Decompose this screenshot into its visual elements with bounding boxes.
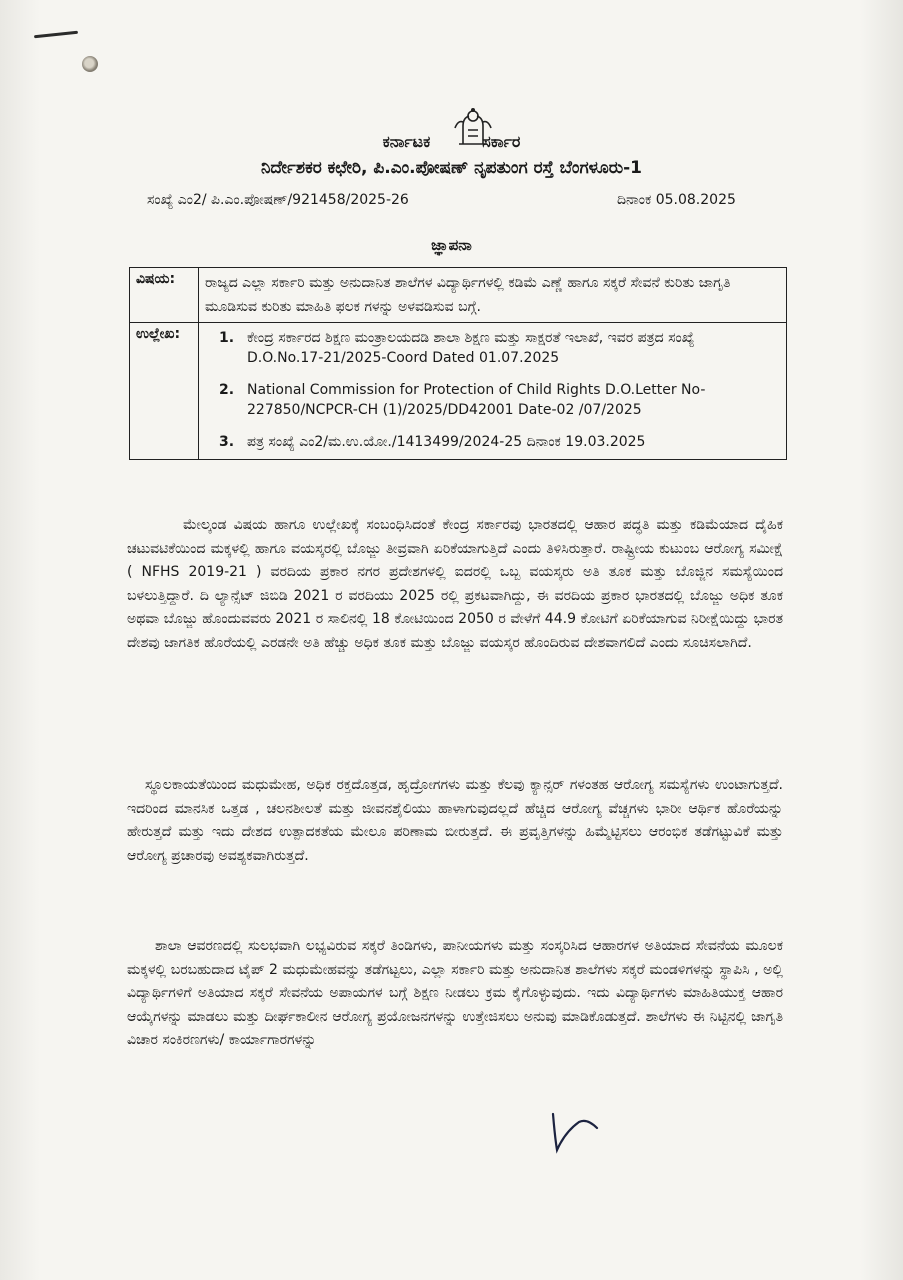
- document-date: ದಿನಾಂಕ 05.08.2025: [617, 192, 736, 208]
- government-label: ಸರ್ಕಾರ: [482, 132, 521, 151]
- reference-item: [219, 328, 780, 368]
- reference-text: National Commission for Protection of Child Rights D.O.Letter No-227850/NCPCR-CH (1)/2025/DD42001 Date-02 /07/2025: [247, 382, 706, 418]
- body-paragraph-2: ಸ್ಥೂಲಕಾಯತೆಯಿಂದ ಮಧುಮೇಹ, ಅಧಿಕ ರಕ್ತದೊತ್ತಡ, ಹೃದ್ರೋಗಗಳು ಮತ್ತು ಕೆಲವು ಕ್ಯಾನ್ಸರ್ ಗಳಂತಹ ಆರೋಗ್ಯ ಸಮಸ್ಯೆಗಳು ಉಂಟಾಗುತ್ತದೆ. ಇದರಿಂದ ಮಾನಸಿಕ ಒತ್ತಡ , ಚಲನಶೀಲತೆ ಮತ್ತು ಜೀವನಶೈಲಿಯು ಹಾಳಾಗುವುದಲ್ಲದೆ ಹೆಚ್ಚಿದ ಆರೋಗ್ಯ ವೆಚ್ಚಗಳು ಭಾರೀ ಆರ್ಥಿಕ ಹೊರೆಯನ್ನು ಹೇರುತ್ತದೆ ಮತ್ತು ಇದು ದೇಶದ ಉತ್ಪಾದಕತೆಯ ಮೇಲೂ ಪರಿಣಾಮ ಬೀರುತ್ತದೆ. ಈ ಪ್ರವೃತ್ತಿಗಳನ್ನು ಹಿಮ್ಮೆಟ್ಟಿಸಲು ಆರಂಭಿಕ ತಡೆಗಟ್ಟುವಿಕೆ ಮತ್ತು ಆರೋಗ್ಯ ಪ್ರಚಾರವು ಅವಶ್ಯಕವಾಗಿರುತ್ತದೆ.: [127, 777, 783, 864]
- reference-number-label: 1.: [219, 330, 235, 346]
- references-row: [130, 323, 787, 460]
- reference-number-label: 2.: [219, 382, 235, 398]
- body-paragraph-3: ಶಾಲಾ ಆವರಣದಲ್ಲಿ ಸುಲಭವಾಗಿ ಲಭ್ಯವಿರುವ ಸಕ್ಕರೆ ತಿಂಡಿಗಳು, ಪಾನೀಯಗಳು ಮತ್ತು ಸಂಸ್ಕರಿಸಿದ ಆಹಾರಗಳ ಅತಿಯಾದ ಸೇವನೆಯ ಮೂಲಕ ಮಕ್ಕಳಲ್ಲಿ ಬರಬಹುದಾದ ಟೈಪ್ 2 ಮಧುಮೇಹವನ್ನು ತಡೆಗಟ್ಟಲು, ಎಲ್ಲಾ ಸರ್ಕಾರಿ ಮತ್ತು ಅನುದಾನಿತ ಶಾಲೆಗಳು ಸಕ್ಕರೆ ಮಂಡಳಿಗಳನ್ನು ಸ್ಥಾಪಿಸಿ , ಅಲ್ಲಿ ವಿದ್ಯಾರ್ಥಿಗಳಿಗೆ ಅತಿಯಾದ ಸಕ್ಕರೆ ಸೇವನೆಯ ಅಪಾಯಗಳ ಬಗ್ಗೆ ಶಿಕ್ಷಣ ನೀಡಲು ಕ್ರಮ ಕೈಗೊಳ್ಳುವುದು. ಇದು ವಿದ್ಯಾರ್ಥಿಗಳು ಮಾಹಿತಿಯುಕ್ತ ಆಹಾರ ಆಯ್ಕೆಗಳನ್ನು ಮಾಡಲು ಮತ್ತು ದೀರ್ಘಕಾಲೀನ ಆರೋಗ್ಯ ಪ್ರಯೋಜನಗಳನ್ನು ಉತ್ತೇಜಿಸಲು ಅನುವು ಮಾಡಿಕೊಡುತ್ತದೆ. ಶಾಲೆಗಳು ಈ ನಿಟ್ಟಿನಲ್ಲಿ ಜಾಗೃತಿ ವಿಚಾರ ಸಂಕಿರಣಗಳು/ ಕಾರ್ಯಾಗಾರಗಳನ್ನು: [127, 938, 783, 1049]
- office-address: ನಿರ್ದೇಶಕರ ಕಛೇರಿ, ಪಿ.ಎಂ.ಪೋಷಣ್ ನೃಪತುಂಗ ರಸ್ತೆ ಬೆಂಗಳೂರು-1: [260, 158, 643, 178]
- reference-number-label: 3.: [219, 434, 235, 450]
- references-label: ಉಲ್ಲೇಖ:: [130, 323, 199, 460]
- subject-text: ರಾಜ್ಯದ ಎಲ್ಲಾ ಸರ್ಕಾರಿ ಮತ್ತು ಅನುದಾನಿತ ಶಾಲೆಗಳ ವಿದ್ಯಾರ್ಥಿಗಳಲ್ಲಿ ಕಡಿಮೆ ಎಣ್ಣೆ ಹಾಗೂ ಸಕ್ಕರೆ ಸೇವನೆ ಕುರಿತು ಜಾಗೃತಿ ಮೂಡಿಸುವ ಕುರಿತು ಮಾಹಿತಿ ಫಲಕ ಗಳನ್ನು ಅಳವಡಿಸುವ ಬಗ್ಗೆ.: [199, 268, 787, 323]
- notice-title: ಜ್ಞಾಪನಾ: [431, 236, 472, 254]
- subject-label: ವಿಷಯ:: [130, 268, 199, 323]
- state-name: ಕರ್ನಾಟಕ: [382, 132, 431, 151]
- reference-number: ಸಂಖ್ಯೆ ಎಂ2/ ಪಿ.ಎಂ.ಪೋಷಣ್/921458/2025-26: [147, 192, 409, 208]
- body-paragraph-1: ಮೇಲ್ಕಂಡ ವಿಷಯ ಹಾಗೂ ಉಲ್ಲೇಖಕ್ಕೆ ಸಂಬಂಧಿಸಿದಂತೆ ಕೇಂದ್ರ ಸರ್ಕಾರವು ಭಾರತದಲ್ಲಿ ಆಹಾರ ಪದ್ಧತಿ ಮತ್ತು ಕಡಿಮೆಯಾದ ದೈಹಿಕ ಚಟುವಟಿಕೆಯಿಂದ ಮಕ್ಕಳಲ್ಲಿ ಹಾಗೂ ವಯಸ್ಕರಲ್ಲಿ ಬೊಜ್ಜು ತೀವ್ರವಾಗಿ ಏರಿಕೆಯಾಗುತ್ತಿದೆ ಎಂದು ತಿಳಿಸಿರುತ್ತಾರೆ. ರಾಷ್ಟ್ರೀಯ ಕುಟುಂಬ ಆರೋಗ್ಯ ಸಮೀಕ್ಷೆ ( NFHS 2019-21 ) ವರದಿಯ ಪ್ರಕಾರ ನಗರ ಪ್ರದೇಶಗಳಲ್ಲಿ ಐದರಲ್ಲಿ ಒಬ್ಬ ವಯಸ್ಕರು ಅತಿ ತೂಕ ಮತ್ತು ಬೊಜ್ಜಿನ ಸಮಸ್ಯೆಯಿಂದ ಬಳಲುತ್ತಿದ್ದಾರೆ. ದಿ ಲ್ಯಾನ್ಸೆಟ್ ಜಿಬಿಡಿ 2021 ರ ವರದಿಯು 2025 ರಲ್ಲಿ ಪ್ರಕಟವಾಗಿದ್ದು, ಈ ವರದಿಯ ಪ್ರಕಾರ ಭಾರತದಲ್ಲಿ ಬೊಜ್ಜು ಅಧಿಕ ತೂಕ ಅಥವಾ ಬೊಜ್ಜು ಹೊಂದುವವರು 2021 ರ ಸಾಲಿನಲ್ಲಿ 18 ಕೋಟಿಯಿಂದ 2050 ರ ವೇಳೆಗೆ 44.9 ಕೋಟಿಗೆ ಏರಿಕೆಯಾಗುವ ನಿರೀಕ್ಷೆಯಿದ್ದು ಭಾರತ ದೇಶವು ಜಾಗತಿಕ ಹೊರೆಯಲ್ಲಿ ಎರಡನೇ ಅತಿ ಹೆಚ್ಚು ಅಧಿಕ ತೂಕ ಮತ್ತು ಬೊಜ್ಜು ವಯಸ್ಕರ ಹೊಂದಿರುವ ದೇಶವಾಗಲಿದೆ ಎಂದು ಸೂಚಿಸಲಾಗಿದೆ.: [127, 517, 783, 651]
- government-header: [0, 132, 903, 152]
- reference-text: ಪತ್ರ ಸಂಖ್ಯೆ ಎಂ2/ಮ.ಉ.ಯೋ./1413499/2024-25 ದಿನಾಂಕ 19.03.2025: [247, 434, 646, 450]
- signature-mark: [545, 1108, 605, 1156]
- reference-item: [219, 380, 780, 420]
- subject-row: [130, 268, 787, 323]
- punch-hole: [82, 56, 98, 72]
- subject-reference-table: [129, 267, 787, 460]
- references-list: [199, 323, 787, 460]
- reference-text: ಕೇಂದ್ರ ಸರ್ಕಾರದ ಶಿಕ್ಷಣ ಮಂತ್ರಾಲಯದಡಿ ಶಾಲಾ ಶಿಕ್ಷಣ ಮತ್ತು ಸಾಕ್ಷರತೆ ಇಲಾಖೆ, ಇವರ ಪತ್ರದ ಸಂಖ್ಯೆ D.O.No.17-21/2025-Coord Dated 01.07.2025: [247, 330, 695, 366]
- reference-item: [219, 432, 780, 452]
